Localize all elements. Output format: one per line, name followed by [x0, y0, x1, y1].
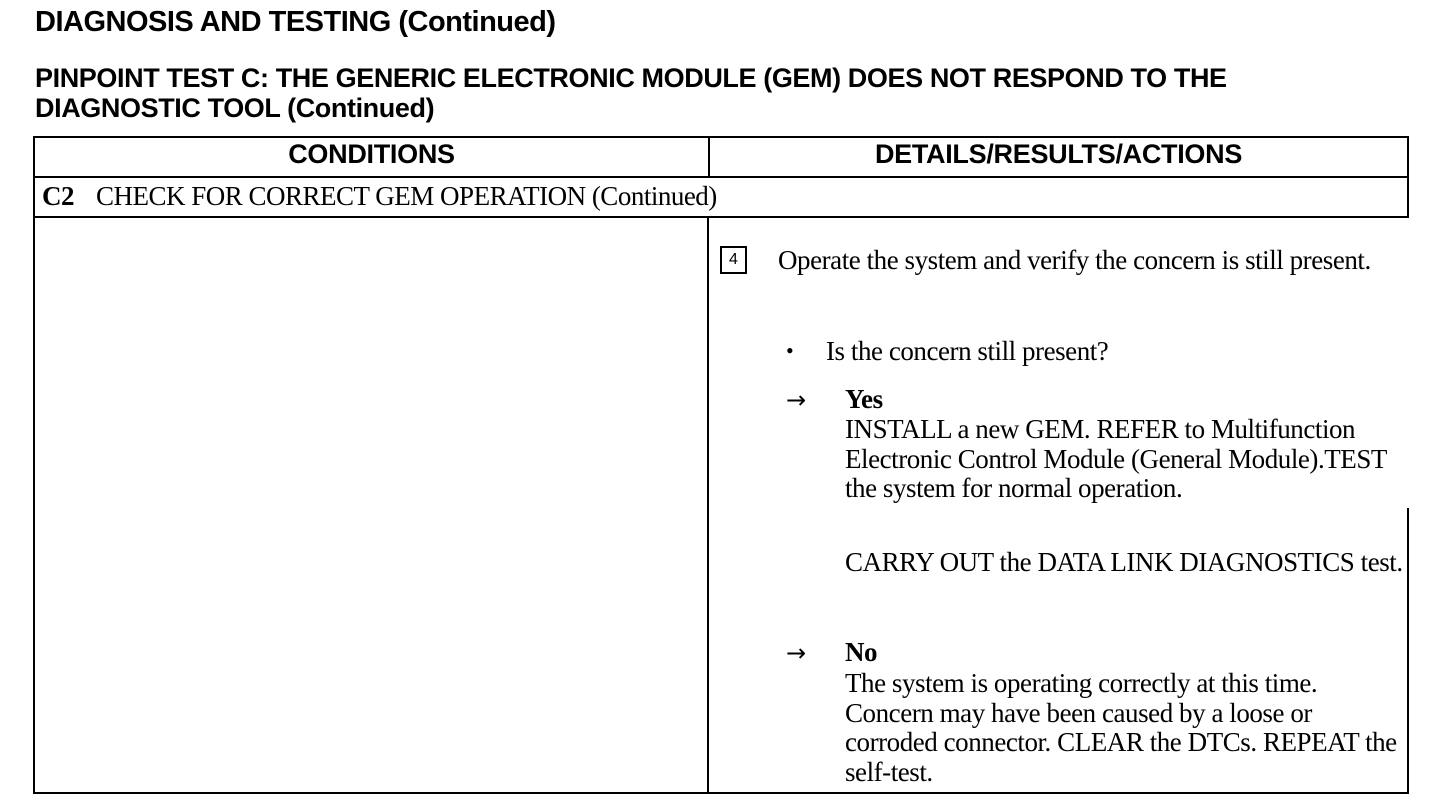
conditions-column-header: CONDITIONS — [288, 139, 455, 169]
step-question: Is the concern still present? — [826, 336, 1109, 366]
step-number-box: 4 — [720, 246, 747, 274]
step-title: CHECK FOR CORRECT GEM OPERATION (Continued) — [96, 181, 717, 211]
table-right-border — [1407, 136, 1409, 218]
conditions-cell — [35, 218, 707, 792]
yes-action-followup: CARRY OUT the DATA LINK DIAGNOSTICS test. — [845, 547, 1403, 577]
step-instruction: Operate the system and verify the concern is still present. — [778, 245, 1371, 275]
no-label: No — [845, 637, 878, 667]
arrow-right-icon: → — [786, 386, 807, 414]
step-row — [42, 181, 717, 212]
no-action: The system is operating correctly at this time. Concern may have been caused by a loose or corroded connector. CLEAR the DTCs. REPEAT the self-test. — [845, 668, 1397, 787]
table-right-border-lower — [1407, 508, 1409, 794]
table-top-border — [33, 136, 1409, 138]
table-bottom-border — [33, 792, 1409, 794]
header-divider — [33, 176, 1409, 178]
page-title: DIAGNOSIS AND TESTING (Continued) — [35, 6, 556, 38]
bullet-icon: • — [786, 338, 794, 363]
arrow-right-icon: → — [786, 639, 807, 667]
yes-label: Yes — [845, 384, 883, 414]
pinpoint-test-title: PINPOINT TEST C: THE GENERIC ELECTRONIC MODULE (GEM) DOES NOT RESPOND TO THE — [35, 63, 1227, 93]
column-divider-body — [707, 216, 709, 794]
details-column-header: DETAILS/RESULTS/ACTIONS — [874, 139, 1243, 169]
step-id: C2 — [42, 181, 74, 211]
pinpoint-test-title-continued: DIAGNOSTIC TOOL (Continued) — [35, 93, 435, 123]
yes-action: INSTALL a new GEM. REFER to Multifunction Electronic Control Module (General Module).TEST the system for normal operation. — [845, 414, 1387, 503]
